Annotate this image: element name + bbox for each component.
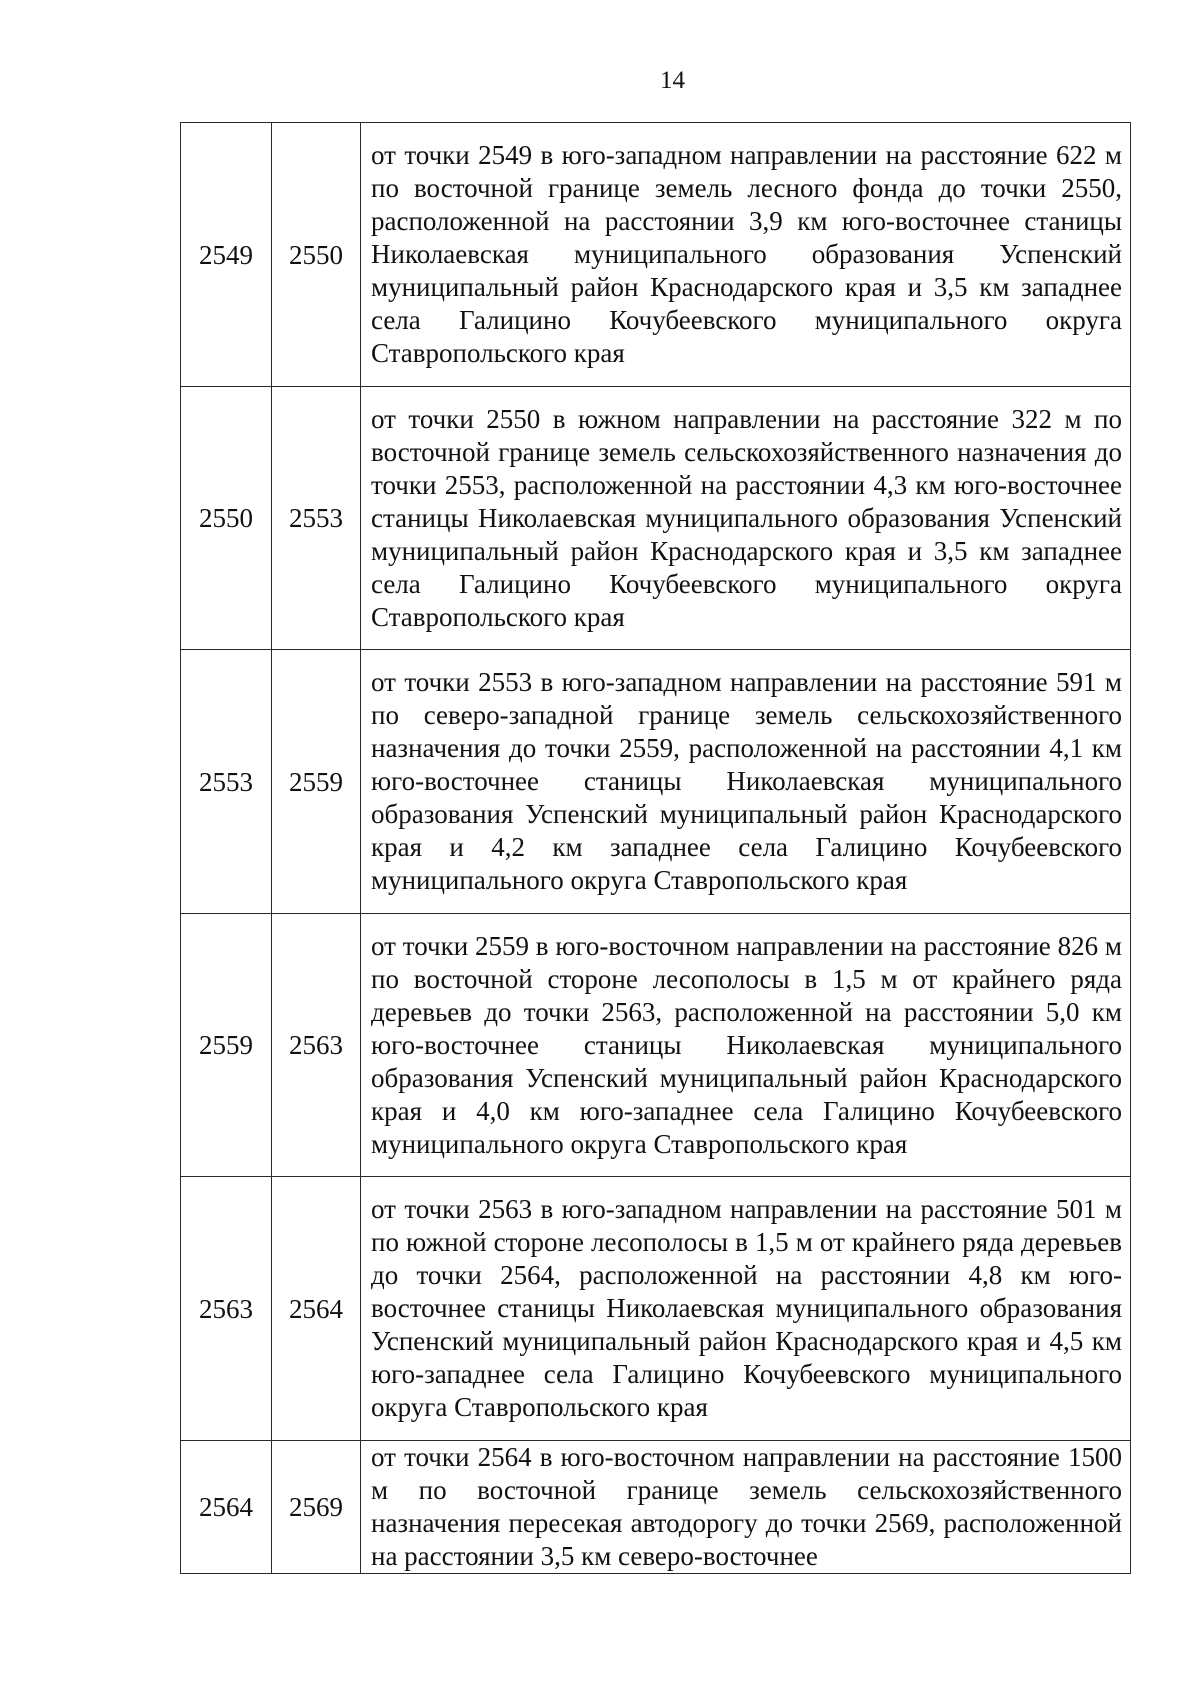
boundary-description-cell xyxy=(361,123,1131,387)
to-point-cell: 2559 xyxy=(272,650,361,914)
to-point-cell: 2569 xyxy=(272,1441,361,1574)
from-point-cell: 2564 xyxy=(181,1441,272,1574)
boundary-description-cell xyxy=(361,914,1131,1177)
boundary-description-text: от точки 2563 в юго-западном направлении на расстояние 501 м по южной стороне лесополосы в 1,5 м от крайнего ряда деревьев до точки 2564, расположенной на расстоянии 4,8 км юго-восточнее станицы Николаевская муниципального образования Успенский муниципальный район Краснодарского края и 4,5 км юго-западнее села Галицино Кочубеевского муниципального округа Ставропольского края xyxy=(371,1194,1122,1422)
to-point-cell: 2553 xyxy=(272,387,361,650)
table-row xyxy=(181,914,1131,1177)
from-point-cell: 2563 xyxy=(181,1177,272,1441)
boundary-description-text: от точки 2559 в юго-восточном направлении на расстояние 826 м по восточной стороне лесополосы в 1,5 м от крайнего ряда деревьев до точки 2563, расположенной на расстоянии 5,0 км юго-восточнее станицы Николаевская муниципального образования Успенский муниципальный район Краснодарского края и 4,0 км юго-западнее села Галицино Кочубеевского муниципального округа Ставропольского края xyxy=(371,930,1122,1159)
boundary-description-text: от точки 2564 в юго-восточном направлении на расстояние 1500 м по восточной границе земель сельскохозяйственного назначения пересекая автодорогу до точки 2569, расположенной на расстоянии 3,5 км северо-восточнее xyxy=(371,1442,1122,1571)
boundary-description-cell xyxy=(361,387,1131,650)
boundary-description-cell xyxy=(361,1177,1131,1441)
table-row xyxy=(181,650,1131,914)
boundary-description-text: от точки 2553 в юго-западном направлении на расстояние 591 м по северо-западной границе земель сельскохозяйственного назначения до точки 2559, расположенной на расстоянии 4,1 км юго-восточнее станицы Николаевская муниципального образования Успенский муниципальный район Краснодарского края и 4,2 км западнее села Галицино Кочубеевского муниципального округа Ставропольского края xyxy=(371,667,1122,895)
to-point-cell: 2550 xyxy=(272,123,361,387)
boundary-description-cell xyxy=(361,1441,1131,1574)
boundary-description-text: от точки 2550 в южном направлении на расстояние 322 м по восточной границе земель сельскохозяйственного назначения до точки 2553, расположенной на расстоянии 4,3 км юго-восточнее станицы Николаевская муниципального образования Успенский муниципальный район Краснодарского края и 3,5 км западнее села Галицино Кочубеевского муниципального округа Ставропольского края xyxy=(371,403,1122,632)
boundary-description-cell xyxy=(361,650,1131,914)
from-point-cell: 2549 xyxy=(181,123,272,387)
table-row xyxy=(181,123,1131,387)
boundary-description-table xyxy=(180,122,1131,1574)
boundary-description-text: от точки 2549 в юго-западном направлении на расстояние 622 м по восточной границе земель лесного фонда до точки 2550, расположенной на расстоянии 3,9 км юго-восточнее станицы Николаевская муниципального образования Успенский муниципальный район Краснодарского края и 3,5 км западнее села Галицино Кочубеевского муниципального округа Ставропольского края xyxy=(371,140,1122,368)
from-point-cell: 2553 xyxy=(181,650,272,914)
table-row xyxy=(181,1441,1131,1574)
page-number: 14 xyxy=(660,67,685,94)
table-row xyxy=(181,1177,1131,1441)
to-point-cell: 2563 xyxy=(272,914,361,1177)
from-point-cell: 2550 xyxy=(181,387,272,650)
table-row xyxy=(181,387,1131,650)
from-point-cell: 2559 xyxy=(181,914,272,1177)
to-point-cell: 2564 xyxy=(272,1177,361,1441)
